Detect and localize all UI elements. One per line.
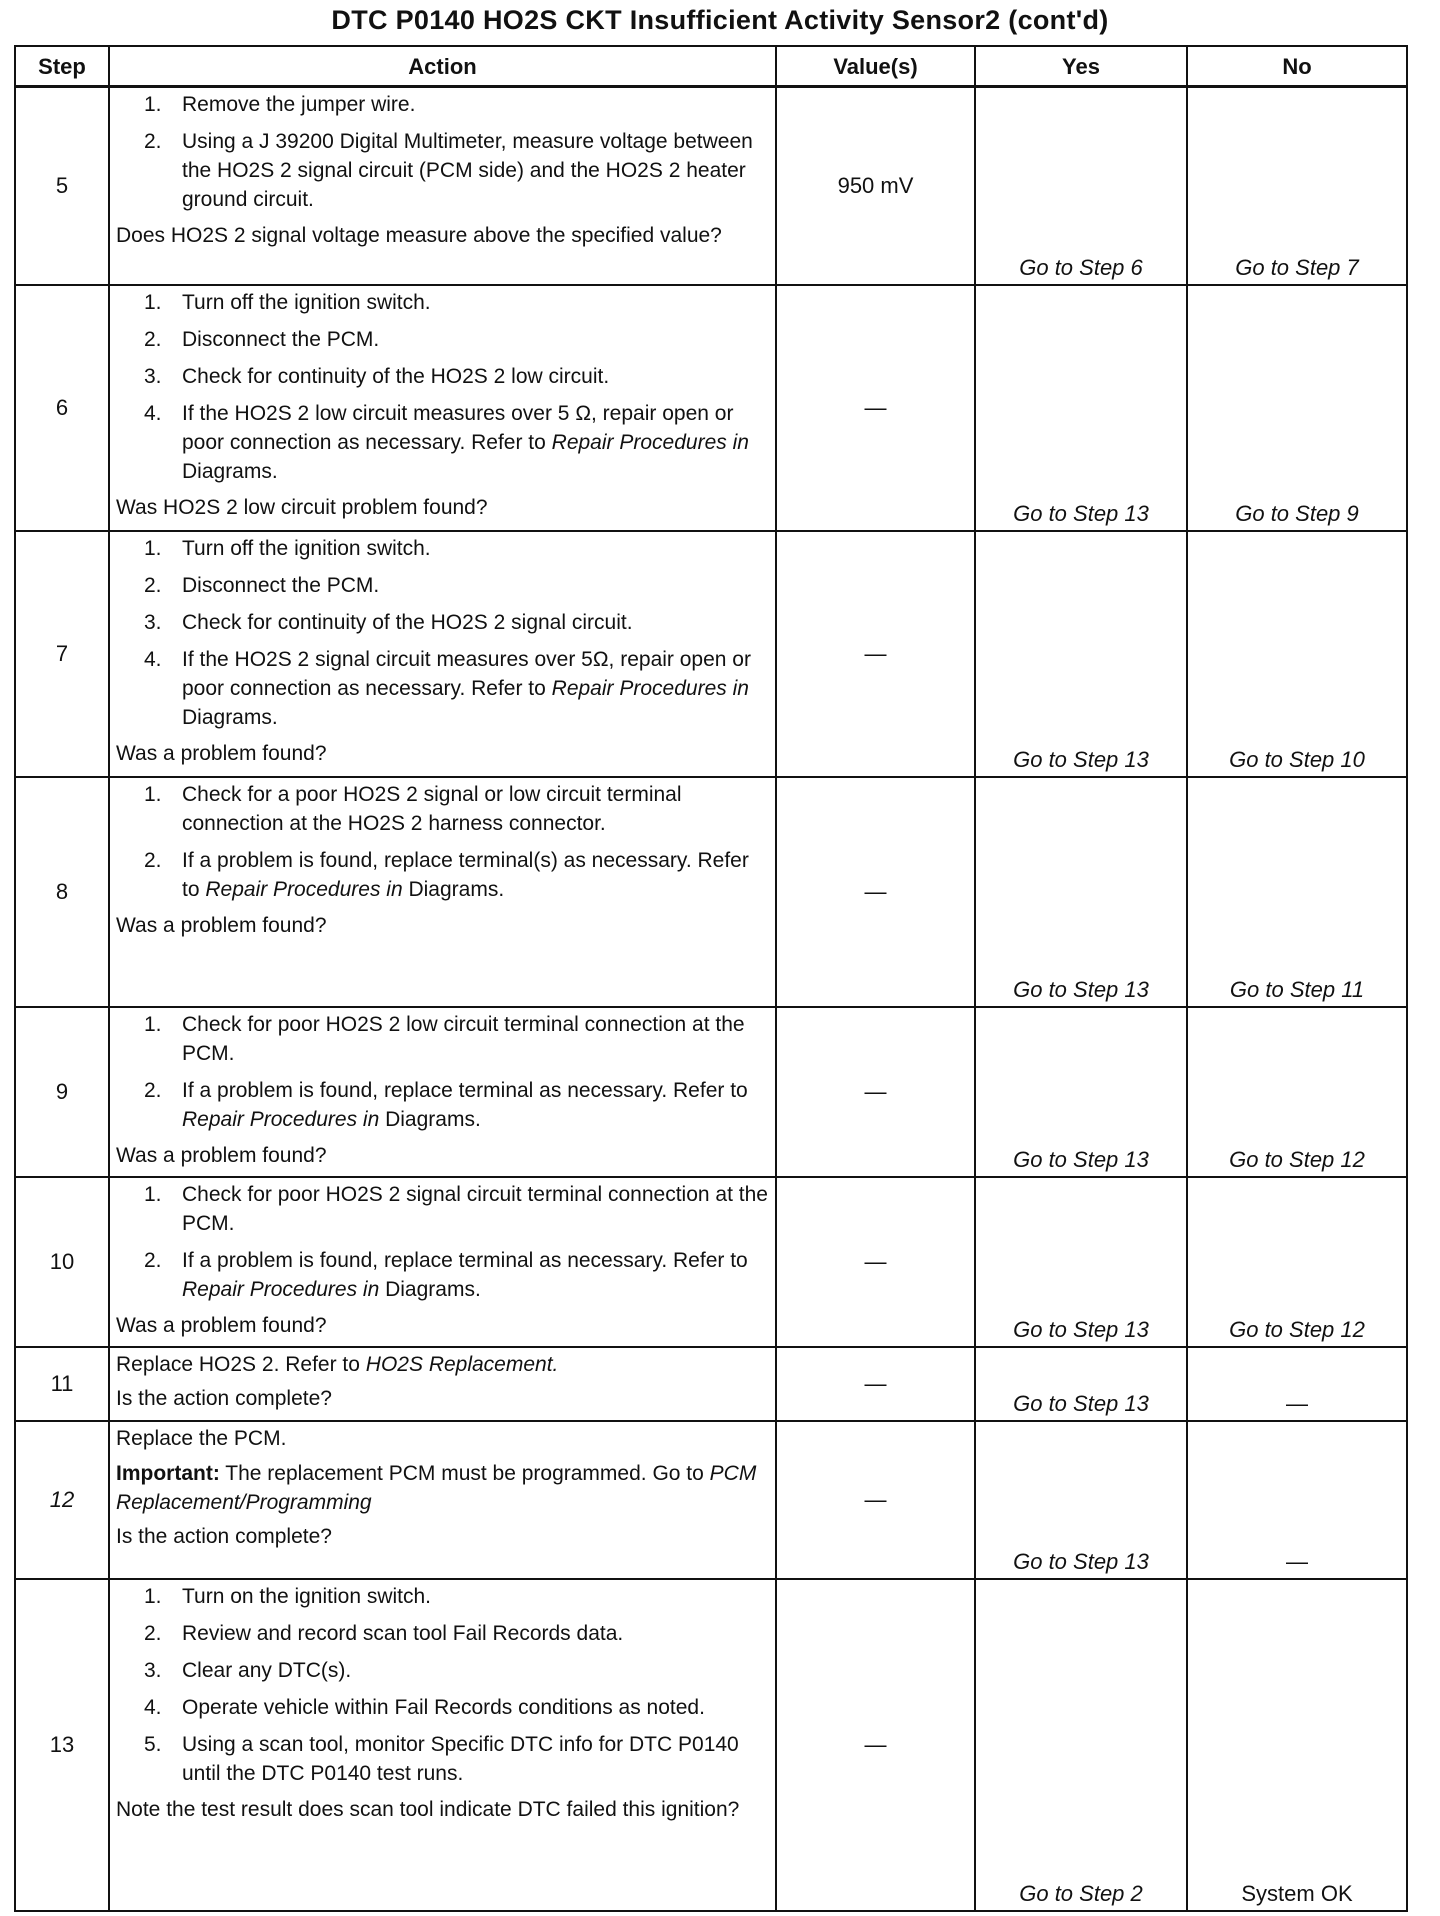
action-cell bbox=[109, 1007, 776, 1177]
value-cell: — bbox=[776, 777, 975, 1007]
action-cell bbox=[109, 777, 776, 1007]
action-steps bbox=[116, 1180, 769, 1304]
yes-cell: Go to Step 13 bbox=[975, 1347, 1187, 1421]
header-step: Step bbox=[15, 46, 109, 87]
action-question: Was a problem found? bbox=[116, 741, 327, 765]
action-cell bbox=[109, 1347, 776, 1421]
action-steps bbox=[116, 288, 769, 486]
no-cell: Go to Step 12 bbox=[1187, 1177, 1407, 1347]
action-question: Is the action complete? bbox=[116, 1524, 332, 1548]
list-item: 5. Using a scan tool, monitor Specific DTC info for DTC P0140 until the DTC P0140 test runs. bbox=[144, 1732, 739, 1785]
table-row bbox=[15, 1347, 1407, 1421]
yes-cell: Go to Step 13 bbox=[975, 531, 1187, 777]
list-item: 4. If the HO2S 2 signal circuit measures over 5Ω, repair open or poor connection as necessary. Refer to Repair Procedures in Diagrams. bbox=[144, 647, 751, 729]
table-row bbox=[15, 531, 1407, 777]
list-item: 1. Check for poor HO2S 2 low circuit terminal connection at the PCM. bbox=[144, 1012, 745, 1065]
list-item: 1. Check for a poor HO2S 2 signal or low circuit terminal connection at the HO2S 2 harness connector. bbox=[144, 782, 682, 835]
action-paragraph: Replace HO2S 2. Refer to HO2S Replacement. bbox=[116, 1352, 559, 1376]
list-item: 2. Disconnect the PCM. bbox=[144, 573, 380, 597]
action-question: Is the action complete? bbox=[116, 1386, 332, 1410]
value-cell: — bbox=[776, 1579, 975, 1911]
action-question: Was a problem found? bbox=[116, 913, 327, 937]
action-steps bbox=[116, 1010, 769, 1134]
list-item: 2. Review and record scan tool Fail Records data. bbox=[144, 1621, 624, 1645]
action-question: Was HO2S 2 low circuit problem found? bbox=[116, 495, 488, 519]
action-steps bbox=[116, 780, 769, 904]
list-item: 4. If the HO2S 2 low circuit measures over 5 Ω, repair open or poor connection as necessary. Refer to Repair Procedures in Diagrams. bbox=[144, 401, 749, 483]
list-item: 3. Check for continuity of the HO2S 2 low circuit. bbox=[144, 364, 610, 388]
list-item: 2. If a problem is found, replace terminal as necessary. Refer to Repair Procedures in Diagrams. bbox=[144, 1248, 748, 1301]
yes-cell: Go to Step 13 bbox=[975, 1421, 1187, 1579]
no-cell: — bbox=[1187, 1347, 1407, 1421]
list-item: 1. Check for poor HO2S 2 signal circuit terminal connection at the PCM. bbox=[144, 1182, 768, 1235]
action-paragraph: Replace the PCM. bbox=[116, 1426, 287, 1450]
action-steps bbox=[116, 1582, 769, 1788]
list-item: 1. Turn off the ignition switch. bbox=[144, 290, 431, 314]
table-row bbox=[15, 1579, 1407, 1911]
value-cell: — bbox=[776, 1177, 975, 1347]
list-item: 4. Operate vehicle within Fail Records conditions as noted. bbox=[144, 1695, 705, 1719]
table-row bbox=[15, 1421, 1407, 1579]
yes-cell: Go to Step 13 bbox=[975, 285, 1187, 531]
value-cell: — bbox=[776, 531, 975, 777]
page-title: DTC P0140 HO2S CKT Insufficient Activity Sensor2 (cont'd) bbox=[331, 5, 1109, 35]
step-number: 12 bbox=[15, 1421, 109, 1579]
action-question: Note the test result does scan tool indicate DTC failed this ignition? bbox=[116, 1797, 740, 1821]
step-number: 9 bbox=[15, 1007, 109, 1177]
list-item: 1. Remove the jumper wire. bbox=[144, 93, 416, 116]
important-note: Important: The replacement PCM must be programmed. Go to PCM Replacement/Programming bbox=[116, 1461, 757, 1514]
action-question: Was a problem found? bbox=[116, 1143, 327, 1167]
list-item: 2. Using a J 39200 Digital Multimeter, measure voltage between the HO2S 2 signal circuit (PCM side) and the HO2S 2 heater ground circuit. bbox=[144, 130, 753, 211]
step-number: 8 bbox=[15, 777, 109, 1007]
list-item: 1. Turn off the ignition switch. bbox=[144, 536, 431, 560]
value-cell: 950 mV bbox=[776, 87, 975, 285]
value-cell: — bbox=[776, 1007, 975, 1177]
list-item: 3. Check for continuity of the HO2S 2 signal circuit. bbox=[144, 610, 633, 634]
no-cell: Go to Step 10 bbox=[1187, 531, 1407, 777]
yes-cell: Go to Step 2 bbox=[975, 1579, 1187, 1911]
yes-cell: Go to Step 13 bbox=[975, 1177, 1187, 1347]
value-cell: — bbox=[776, 1421, 975, 1579]
table-row bbox=[15, 1177, 1407, 1347]
list-item: 2. If a problem is found, replace terminal as necessary. Refer to Repair Procedures in Diagrams. bbox=[144, 1078, 748, 1131]
diagnostic-table bbox=[14, 45, 1408, 1912]
action-question: Does HO2S 2 signal voltage measure above the specified value? bbox=[116, 224, 722, 247]
value-cell: — bbox=[776, 1347, 975, 1421]
action-cell bbox=[109, 1421, 776, 1579]
step-number: 11 bbox=[15, 1347, 109, 1421]
action-cell bbox=[109, 1177, 776, 1347]
action-cell bbox=[109, 1579, 776, 1911]
header-yes: Yes bbox=[975, 46, 1187, 87]
action-cell bbox=[109, 531, 776, 777]
table-row bbox=[15, 87, 1407, 285]
no-cell: Go to Step 12 bbox=[1187, 1007, 1407, 1177]
table-row bbox=[15, 285, 1407, 531]
yes-cell: Go to Step 13 bbox=[975, 777, 1187, 1007]
table-row bbox=[15, 1007, 1407, 1177]
no-cell: — bbox=[1187, 1421, 1407, 1579]
list-item: 2. Disconnect the PCM. bbox=[144, 327, 380, 351]
no-cell: Go to Step 9 bbox=[1187, 285, 1407, 531]
step-number: 5 bbox=[15, 87, 109, 285]
no-cell: System OK bbox=[1187, 1579, 1407, 1911]
step-number: 7 bbox=[15, 531, 109, 777]
value-cell: — bbox=[776, 285, 975, 531]
header-action: Action bbox=[109, 46, 776, 87]
list-item: 2. If a problem is found, replace terminal(s) as necessary. Refer to Repair Procedures in Diagrams. bbox=[144, 848, 749, 901]
table-row bbox=[15, 777, 1407, 1007]
yes-cell: Go to Step 13 bbox=[975, 1007, 1187, 1177]
step-number: 13 bbox=[15, 1579, 109, 1911]
step-number: 10 bbox=[15, 1177, 109, 1347]
action-steps bbox=[116, 90, 769, 214]
action-cell bbox=[109, 285, 776, 531]
list-item: 1. Turn on the ignition switch. bbox=[144, 1584, 432, 1608]
header-no: No bbox=[1187, 46, 1407, 87]
table-header-row bbox=[15, 46, 1407, 87]
header-values: Value(s) bbox=[776, 46, 975, 87]
action-cell bbox=[109, 87, 776, 285]
yes-cell: Go to Step 6 bbox=[975, 87, 1187, 285]
list-item: 3. Clear any DTC(s). bbox=[144, 1658, 352, 1682]
action-question: Was a problem found? bbox=[116, 1313, 327, 1337]
no-cell: Go to Step 11 bbox=[1187, 777, 1407, 1007]
action-steps bbox=[116, 534, 769, 732]
no-cell: Go to Step 7 bbox=[1187, 87, 1407, 285]
step-number: 6 bbox=[15, 285, 109, 531]
